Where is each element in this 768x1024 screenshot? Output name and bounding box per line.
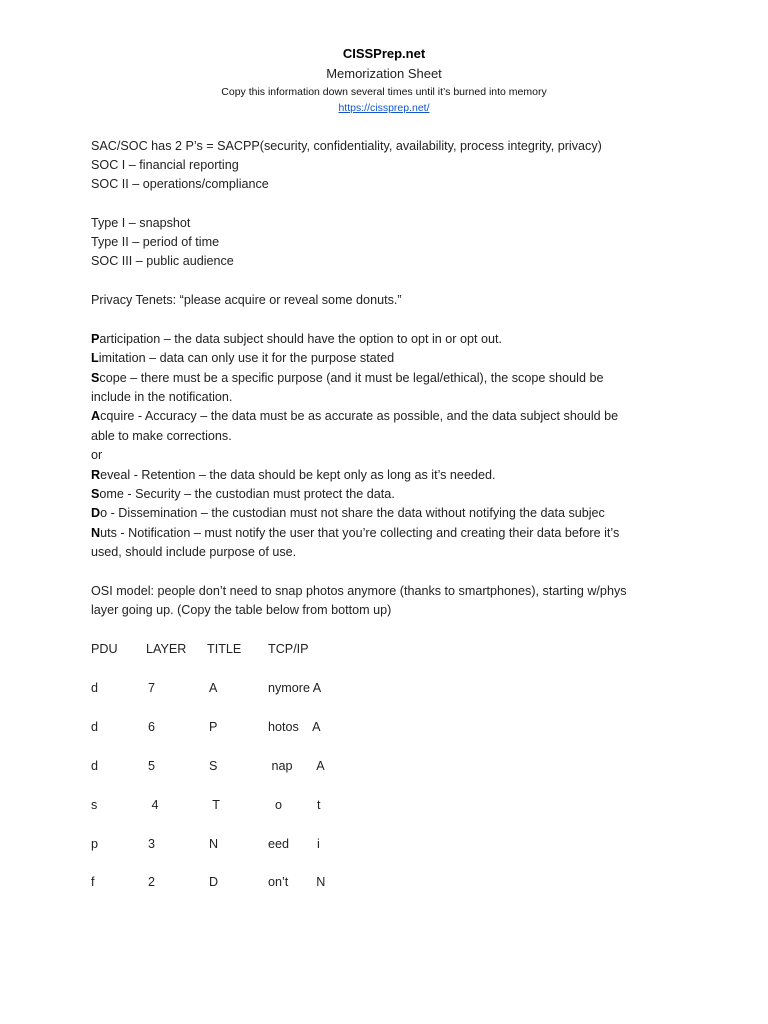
privacy-item-text: include in the notification. bbox=[91, 390, 233, 404]
website-link[interactable]: https://cissprep.net/ bbox=[338, 102, 430, 114]
privacy-item-text: uts - Notification – must notify the user that you’re collecting and creating their data before it’s bbox=[100, 526, 620, 540]
privacy-item-text: used, should include purpose of use. bbox=[91, 545, 297, 559]
osi-cell-tcpip: nap A bbox=[268, 759, 325, 773]
privacy-item-reveal bbox=[91, 468, 495, 483]
privacy-item-initial: P bbox=[91, 332, 100, 346]
osi-cell-layer: 5 bbox=[148, 759, 156, 773]
privacy-item-initial: S bbox=[91, 371, 100, 385]
osi-intro-line-2: layer going up. (Copy the table below from bottom up) bbox=[91, 603, 392, 617]
instruction-text: Copy this information down several times until it’s burned into memory bbox=[221, 86, 547, 98]
privacy-item-limitation bbox=[91, 351, 394, 366]
soc-2-line: SOC II – operations/compliance bbox=[91, 177, 269, 191]
osi-cell-layer: 3 bbox=[148, 837, 156, 851]
privacy-item-acquire-cont bbox=[91, 429, 232, 444]
privacy-item-initial: D bbox=[91, 506, 101, 520]
osi-cell-title: S bbox=[209, 759, 218, 773]
osi-cell-pdu: d bbox=[91, 681, 99, 695]
privacy-item-text: cquire - Accuracy – the data must be as accurate as possible, and the data subject should be bbox=[100, 409, 619, 423]
privacy-item-text: imitation – data can only use it for the purpose stated bbox=[98, 351, 395, 365]
osi-cell-layer: 7 bbox=[148, 681, 156, 695]
privacy-item-text: ome - Security – the custodian must protect the data. bbox=[99, 487, 395, 501]
privacy-item-text: or bbox=[91, 448, 103, 462]
osi-header-tcpip: TCP/IP bbox=[268, 642, 309, 656]
osi-cell-tcpip: o t bbox=[268, 798, 321, 812]
osi-cell-title: N bbox=[209, 837, 219, 851]
document-title: CISSPrep.net bbox=[342, 46, 426, 61]
osi-cell-pdu: s bbox=[91, 798, 98, 812]
privacy-item-initial: R bbox=[91, 468, 101, 482]
privacy-item-acquire bbox=[91, 409, 618, 424]
osi-cell-tcpip: hotos A bbox=[268, 720, 321, 734]
soc-3-line: SOC III – public audience bbox=[91, 254, 234, 268]
osi-cell-title: P bbox=[209, 720, 218, 734]
privacy-item-nuts-cont bbox=[91, 545, 296, 560]
privacy-item-text: able to make corrections. bbox=[91, 429, 232, 443]
privacy-item-text: eveal - Retention – the data should be kept only as long as it’s needed. bbox=[100, 468, 496, 482]
document-subtitle: Memorization Sheet bbox=[326, 66, 442, 81]
soc-1-line: SOC I – financial reporting bbox=[91, 158, 239, 172]
privacy-item-scope-cont bbox=[91, 390, 232, 405]
osi-cell-pdu: p bbox=[91, 837, 99, 851]
privacy-item-text: cope – there must be a specific purpose (and it must be legal/ethical), the scope should be bbox=[99, 371, 604, 385]
osi-cell-pdu: d bbox=[91, 720, 99, 734]
privacy-item-initial: L bbox=[91, 351, 99, 365]
type-2-line: Type II – period of time bbox=[91, 235, 220, 249]
privacy-item-text: o - Dissemination – the custodian must not share the data without notifying the data subjec bbox=[100, 506, 605, 520]
privacy-item-or bbox=[91, 448, 102, 463]
privacy-item-participation bbox=[91, 332, 502, 347]
soc-sacpp-line: SAC/SOC has 2 P’s = SACPP(security, confidentiality, availability, process integrity, privacy) bbox=[91, 139, 602, 153]
osi-cell-layer: 6 bbox=[148, 720, 156, 734]
osi-cell-tcpip: on’t N bbox=[268, 875, 326, 889]
privacy-item-scope bbox=[91, 371, 603, 386]
osi-header-pdu: PDU bbox=[91, 642, 118, 656]
osi-cell-pdu: f bbox=[91, 875, 95, 889]
privacy-item-do bbox=[91, 506, 605, 521]
privacy-item-initial: S bbox=[91, 487, 100, 501]
osi-cell-layer: 4 bbox=[148, 798, 159, 812]
osi-cell-tcpip: eed i bbox=[268, 837, 320, 851]
osi-cell-title: T bbox=[209, 798, 220, 812]
osi-cell-pdu: d bbox=[91, 759, 99, 773]
privacy-item-nuts bbox=[91, 526, 619, 541]
privacy-item-initial: A bbox=[91, 409, 101, 423]
privacy-item-initial: N bbox=[91, 526, 101, 540]
osi-cell-title: D bbox=[209, 875, 219, 889]
privacy-item-text: articipation – the data subject should have the option to opt in or opt out. bbox=[99, 332, 502, 346]
osi-cell-tcpip: nymore A bbox=[268, 681, 322, 695]
privacy-item-some bbox=[91, 487, 395, 502]
privacy-tenets-intro: Privacy Tenets: “please acquire or reveal some donuts.” bbox=[91, 293, 402, 307]
osi-header-layer: LAYER bbox=[146, 642, 187, 656]
osi-cell-layer: 2 bbox=[148, 875, 156, 889]
osi-cell-title: A bbox=[209, 681, 218, 695]
type-1-line: Type I – snapshot bbox=[91, 216, 191, 230]
osi-header-title: TITLE bbox=[207, 642, 242, 656]
osi-intro-line-1: OSI model: people don’t need to snap photos anymore (thanks to smartphones), starting w/phys bbox=[91, 584, 627, 598]
